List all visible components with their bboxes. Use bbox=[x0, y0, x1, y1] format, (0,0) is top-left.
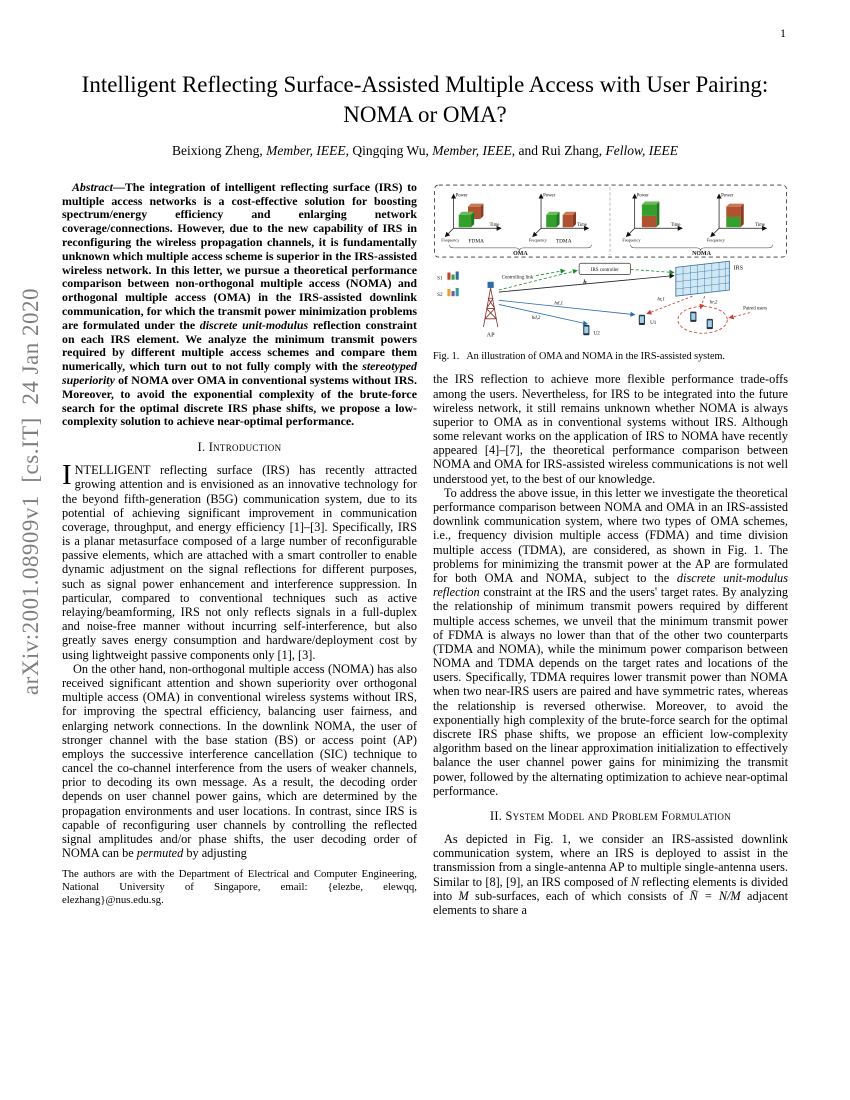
author-2-affiliation: Member, IEEE bbox=[432, 142, 512, 158]
power-axis-label: Power bbox=[455, 193, 468, 199]
paired-user-device-2 bbox=[707, 319, 713, 329]
irs-label: IRS bbox=[733, 265, 744, 272]
paired-users-ellipse bbox=[678, 306, 727, 333]
s1-bar bbox=[452, 274, 455, 279]
abstract-label: Abstract bbox=[72, 179, 113, 194]
user-device-u1 bbox=[639, 314, 645, 324]
fdma-block-green bbox=[459, 215, 471, 227]
time-axis-label: Time bbox=[755, 222, 765, 228]
left-column bbox=[62, 181, 417, 917]
intro-paragraph-3: the IRS reflection to achieve more flexible performance trade-offs among the users. Nevertheless, for IRS to be integrated into the future wireless network, it still remains unknown whether NOMA is always superior to OMA as in conventional systems without IRS. Although some relevant works on the application of IRS to NOMA have recently appeared [4]–[7], the theoretical performance comparison between NOMA and OMA for IRS-assisted wireless communications is not well understood yet, to the best of our knowledge. bbox=[433, 372, 788, 486]
noma-brace bbox=[631, 245, 773, 251]
abstract-body: —The integration of intelligent reflecting surface (IRS) to multiple access networks is a cost-effective solution for boosting spectrum/energy efficiency and enlarging network coverage/connections. However, due to the new capability of IRS in reconfiguring the wireless propagation channels, it is fundamentally unknown which multiple access scheme is superior in the IRS-assisted wireless network. In this letter, we pursue a theoretical performance comparison between non-orthogonal multiple access (NOMA) and orthogonal multiple access (OMA) in the IRS-assisted downlink communication, for which the transmit power minimization problems are formulated under the discrete unit-modulus reflection constraint on each IRS element. We analyze the minimum transmit powers required by different multiple access schemes and compare them numerically, which turn out to not fully comply with the stereotyped superiority of NOMA over OMA in conventional systems without IRS. Moreover, to avoid the exponential complexity of the brute-force search for the optimal discrete IRS phase shifts, we propose a low-complexity solution to achieve near-optimal performance. bbox=[62, 179, 417, 429]
fdma-chart bbox=[441, 193, 501, 245]
time-axis-label: Time bbox=[670, 222, 681, 228]
intro-paragraph-1-text: NTELLIGENT reflecting surface (IRS) has recently attracted growing attention and is envisioned as an innovative technology for the beyond fifth-generation (B5G) communication system, due to its potential of achieving significant improvement in communication coverage, throughput, and energy efficiency [1]–[3]. Specifically, IRS is a planar metasurface composed of a large number of reconfigurable passive elements, which are attached with a smart controller to enable dynamic adjustment on the signal reflections for different purposes, such as signal power enhancement and interference suppression. In particular, compared to conventional techniques such as active relaying/beamforming, IRS not only reflects signals in a full-duplex and noise-free manner without incurring self-interference, but also greatly saves energy consumption and hardware/deployment cost by using lightweight passive components only [1], [3]. bbox=[62, 463, 417, 662]
noma-block-top bbox=[726, 203, 743, 206]
figure-caption-label: Fig. 1. bbox=[433, 351, 460, 363]
paired-user-device-1 bbox=[690, 311, 696, 321]
author-separator: , bbox=[345, 142, 353, 158]
intro-paragraph-4: To address the above issue, in this letter we investigate the theoretical performance comparison between NOMA and OMA in an IRS-assisted downlink communication system, where two types of OMA schemes, i.e., frequency division multiple access (FDMA) and time division multiple access (TDMA), are considered, as shown in Fig. 1. The problems for minimizing the transmit power at the AP are formulated for both OMA and NOMA, subject to the discrete unit-modulus reflection constraint at the IRS and the users' target rates. By analyzing the relationship of minimum transmit powers required by different multiple access schemes, we unveil that the minimum transmit power of FDMA is always no lower than that of the other two counterparts (TDMA and NOMA), while the minimum power comparison between NOMA and TDMA depends on the target rates and locations of the users. Specifically, TDMA requires lower transmit power than NOMA when two near-IRS users are paired and have symmetric rates, whereas the relationship is reversed otherwise. Moreover, to avoid the exponentially high complexity of the brute-force search for the optimal discrete IRS phase shifts, we propose an efficient low-complexity algorithm based on the linear approximation initialization to effectively balance the user channel power gains for minimizing the transmit power, followed by the alternating optimization to achieve near-optimal performance. bbox=[433, 485, 788, 798]
channel-hd1-label: hd,1 bbox=[554, 301, 564, 307]
channel-ap-to-user2 bbox=[499, 304, 587, 324]
figure-1-graphic bbox=[433, 183, 788, 346]
phone-screen bbox=[691, 313, 695, 320]
frequency-axis-label: Frequency bbox=[622, 237, 641, 243]
noma-chart-2 bbox=[707, 193, 767, 242]
u2-label: U2 bbox=[593, 330, 600, 337]
author-3-affiliation: Fellow, IEEE bbox=[605, 142, 678, 158]
right-column bbox=[433, 181, 788, 917]
ap-mast bbox=[483, 288, 497, 327]
s1-label: S1 bbox=[437, 275, 443, 282]
u1-label: U1 bbox=[650, 319, 657, 326]
intro-paragraph-2: On the other hand, non-orthogonal multiple access (NOMA) has also received significant attention and shown superiority over orthogonal multiple access (OMA) in conventional wireless systems without IRS, for improving the spectral efficiency, balancing user fairness, and enlarging network connections. In the downlink NOMA, the user of stronger channel with the base station (BS) or access point (AP) employs the successive interference cancellation (SIC) technique to cancel the co-channel interference from the users of weaker channels, prior to decoding its own message. As a result, the decoding order depends on user channel power gains, which are determined by the propagation environments and user locations. In contrast, since IRS is capable of reconfiguring user channels by controlling the reflected signal amplitudes and/or phase shifts, the user decoding order of NOMA can be permuted by adjusting bbox=[62, 661, 417, 861]
s2-label: S2 bbox=[437, 291, 443, 298]
s2-bar bbox=[447, 289, 450, 296]
s1-bar bbox=[456, 271, 459, 279]
signal-s2 bbox=[437, 288, 459, 298]
page-number: 1 bbox=[780, 26, 786, 40]
author-2-name: Qingqing Wu, bbox=[352, 142, 433, 158]
paired-users-label: Paired users bbox=[743, 306, 768, 312]
frequency-axis-label: Frequency bbox=[441, 237, 460, 243]
signal-s1 bbox=[437, 271, 459, 281]
irs-controller-label: IRS controller bbox=[590, 267, 619, 273]
section-2-heading: II. System Model and Problem Formulation bbox=[489, 808, 732, 823]
ap-label: AP bbox=[486, 332, 495, 339]
frequency-axis-label: Frequency bbox=[706, 237, 725, 243]
power-axis-label: Power bbox=[721, 193, 734, 199]
author-1-name: Beixiong Zheng, bbox=[172, 142, 267, 158]
controller-link-to-irs bbox=[631, 269, 674, 272]
phone-screen bbox=[708, 320, 712, 327]
tdma-block-green bbox=[546, 215, 556, 227]
noma-block-green bbox=[726, 217, 740, 227]
dropcap-letter: I bbox=[62, 459, 72, 492]
two-column-body bbox=[0, 181, 850, 917]
noma-block-green bbox=[642, 204, 656, 215]
tdma-chart bbox=[528, 193, 589, 245]
s2-bar bbox=[452, 291, 455, 296]
author-separator: , and bbox=[511, 142, 542, 158]
figure-caption-text: An illustration of OMA and NOMA in the IRS-assisted system. bbox=[466, 351, 725, 363]
irs-panel bbox=[676, 261, 730, 296]
channel-hr1-label: hr,1 bbox=[657, 297, 665, 303]
frequency-axis bbox=[445, 228, 453, 236]
power-axis-label: Power bbox=[543, 193, 556, 199]
figure-caption bbox=[433, 351, 788, 362]
s1-bar bbox=[447, 272, 450, 279]
tdma-label: TDMA bbox=[555, 238, 572, 245]
intro-paragraph-1 bbox=[62, 459, 417, 662]
author-1-affiliation: Member, IEEE bbox=[266, 142, 346, 158]
channel-ap-to-user1 bbox=[499, 300, 635, 314]
ap-icon bbox=[483, 282, 497, 327]
oma-label: OMA bbox=[513, 250, 528, 257]
user-device-u2 bbox=[583, 325, 589, 335]
channel-hr2-label: hr,2 bbox=[709, 300, 718, 306]
channel-hd2-label: hd,2 bbox=[531, 315, 541, 321]
noma-block-top bbox=[642, 201, 659, 204]
frequency-axis bbox=[533, 228, 541, 236]
section-2-paragraph-1: As depicted in Fig. 1, we consider an IRS-assisted downlink communication system, where an IRS is deployed to assist in the transmission from a single-antenna AP to multiple single-antenna users. Similar to [8], [9], an IRS composed of N reflecting elements is divided into M sub-surfaces, each of which consists of N̄ = N/M adjacent elements to share a bbox=[433, 831, 788, 917]
ap-antenna bbox=[488, 282, 494, 288]
time-axis-label: Time bbox=[577, 222, 587, 228]
paper-title: Intelligent Reflecting Surface-Assisted Multiple Access with User Pairing: NOMA or OMA? bbox=[81, 72, 769, 127]
noma-chart-1 bbox=[622, 193, 682, 242]
noma-block-brown bbox=[726, 206, 740, 216]
fdma-label: FDMA bbox=[468, 238, 484, 245]
channel-irs-to-user1 bbox=[647, 296, 692, 313]
figure-1 bbox=[433, 183, 788, 346]
arxiv-watermark: arXiv:2001.08909v1 [cs.IT] 24 Jan 2020 bbox=[18, 288, 43, 696]
abstract bbox=[62, 181, 417, 429]
oma-brace bbox=[449, 245, 591, 251]
noma-label: NOMA bbox=[692, 250, 711, 257]
frequency-axis-label: Frequency bbox=[528, 237, 547, 243]
section-1-heading: I. Introduction bbox=[197, 440, 282, 455]
title-block bbox=[0, 70, 850, 159]
power-axis-label: Power bbox=[636, 193, 649, 199]
phone-screen bbox=[584, 326, 588, 333]
paired-users-pointer bbox=[729, 312, 750, 317]
frequency-axis bbox=[711, 228, 719, 236]
s2-bar bbox=[456, 288, 459, 296]
controlling-link-label: Controlling link bbox=[501, 275, 534, 281]
frequency-axis bbox=[626, 228, 634, 236]
author-3-name: Rui Zhang, bbox=[541, 142, 606, 158]
noma-block-brown bbox=[642, 216, 656, 227]
paper-authors bbox=[75, 143, 775, 159]
tdma-block-brown bbox=[563, 215, 573, 227]
noma-block-side bbox=[741, 203, 744, 227]
phone-screen bbox=[640, 316, 644, 323]
time-axis-label: Time bbox=[489, 222, 500, 228]
noma-block-side bbox=[656, 201, 659, 227]
author-footnote: The authors are with the Department of Electrical and Computer Engineering, National University of Singapore, email: {elezbe, elewqq, elezhang}@nus.edu.sg. bbox=[62, 868, 417, 906]
channel-h-label: h bbox=[583, 279, 587, 286]
